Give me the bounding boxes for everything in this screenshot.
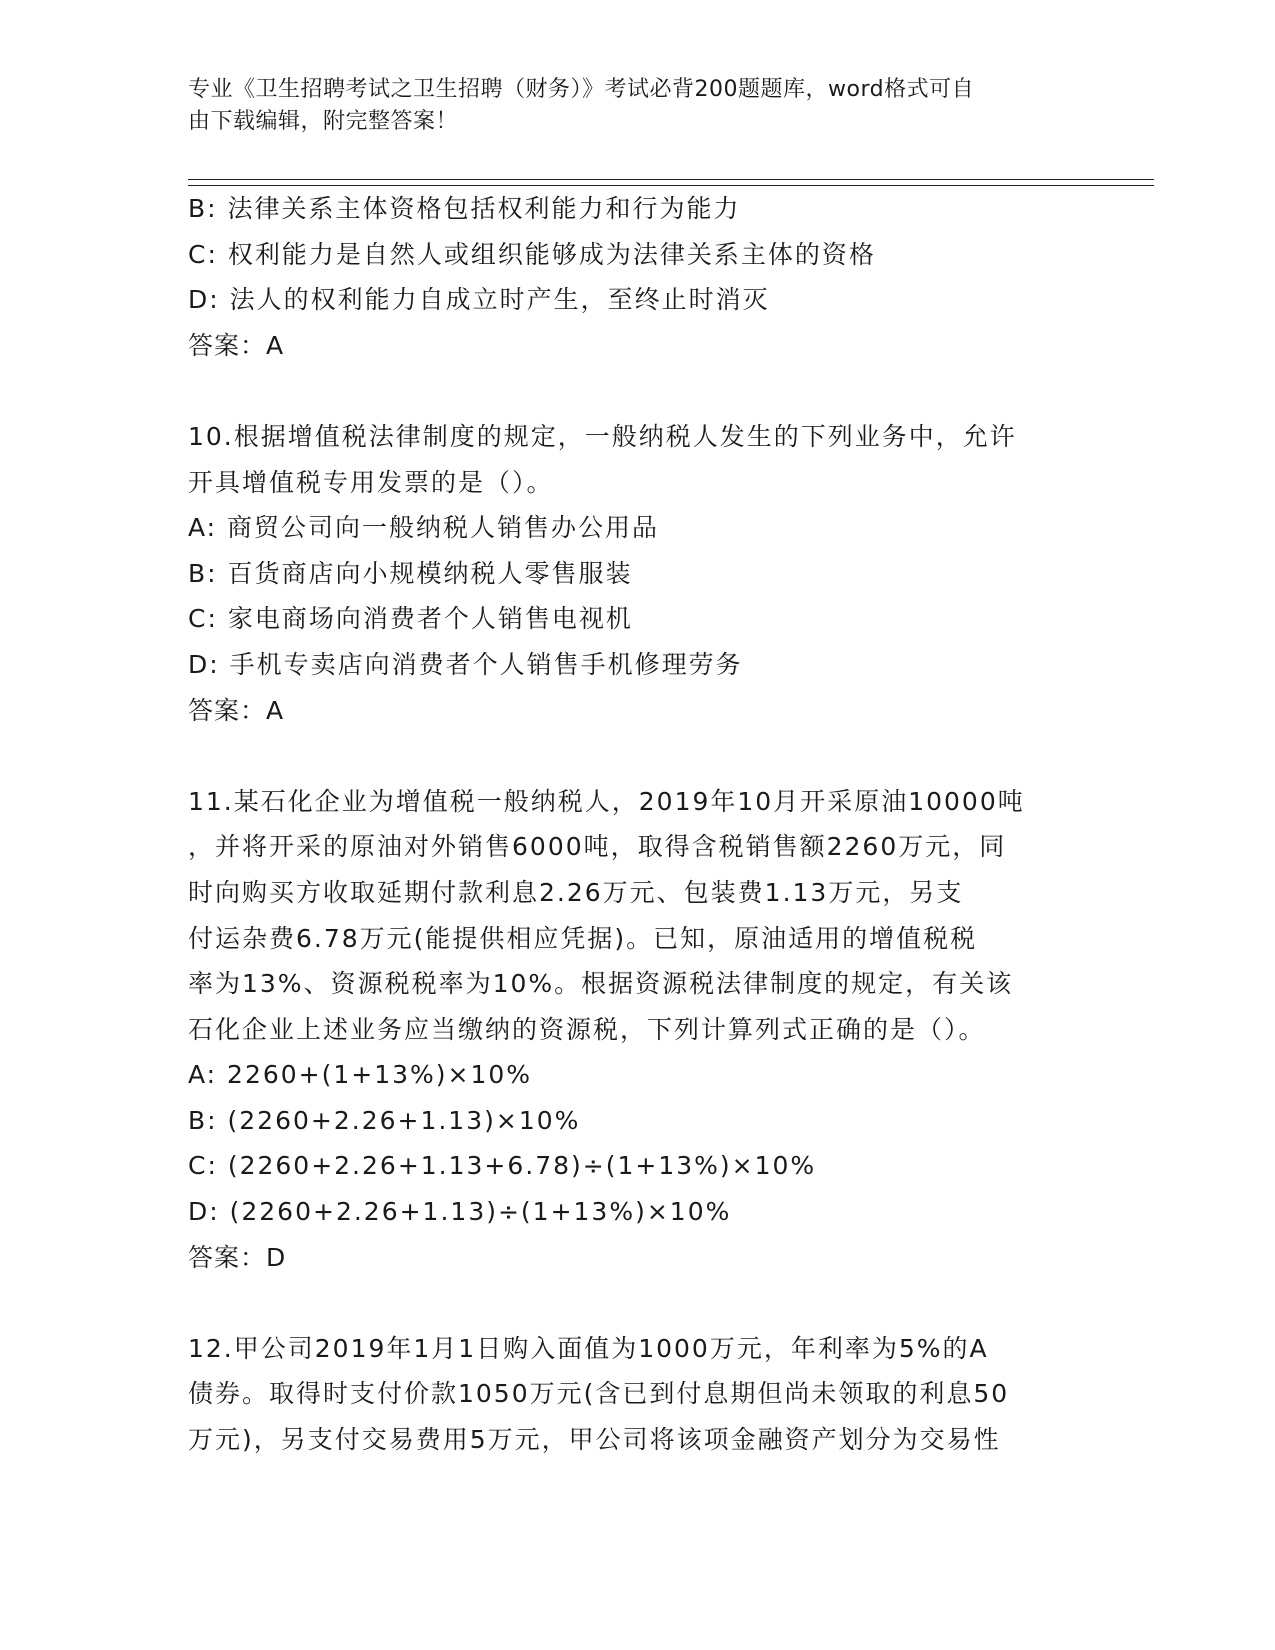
option-c: C: (2260+2.26+1.13+6.78)÷(1+13%)×10% bbox=[188, 1151, 817, 1181]
question-10 bbox=[188, 414, 1088, 733]
question-stem: ，并将开采的原油对外销售6000吨，取得含税销售额2260万元，同 bbox=[188, 832, 1007, 862]
question-12 bbox=[188, 1326, 1088, 1463]
question-stem: 10.根据增值税法律制度的规定，一般纳税人发生的下列业务中，允许 bbox=[188, 421, 1017, 451]
question-stem: 时向购买方收取延期付款利息2.26万元、包装费1.13万元，另支 bbox=[188, 877, 964, 907]
option-c: C: 家电商场向消费者个人销售电视机 bbox=[188, 604, 633, 634]
page-header bbox=[188, 74, 1068, 138]
question-stem: 12.甲公司2019年1月1日购入面值为1000万元，年利率为5%的A bbox=[188, 1333, 989, 1363]
answer-line: 答案：A bbox=[188, 695, 285, 725]
header-line: 专业《卫生招聘考试之卫生招聘（财务）》考试必背200题题库，word格式可自 bbox=[188, 77, 975, 102]
question-11 bbox=[188, 779, 1088, 1281]
answer-line: 答案：A bbox=[188, 330, 285, 360]
header-divider bbox=[188, 179, 1154, 186]
option-b: B: (2260+2.26+1.13)×10% bbox=[188, 1105, 581, 1135]
question-stem: 11.某石化企业为增值税一般纳税人，2019年10月开采原油10000吨 bbox=[188, 786, 1025, 816]
option-b: B: 法律关系主体资格包括权利能力和行为能力 bbox=[188, 194, 741, 223]
option-d: D: 法人的权利能力自成立时产生，至终止时消灭 bbox=[188, 285, 770, 315]
question-list bbox=[188, 186, 1088, 1463]
option-b: B: 百货商店向小规模纳税人零售服装 bbox=[188, 558, 633, 588]
question-stem: 万元)，另支付交易费用5万元，甲公司将该项金融资产划分为交易性 bbox=[188, 1425, 1001, 1455]
spacer bbox=[188, 1280, 1088, 1326]
option-d: D: (2260+2.26+1.13)÷(1+13%)×10% bbox=[188, 1197, 732, 1227]
answer-line: 答案：D bbox=[188, 1242, 287, 1272]
question-stem: 付运杂费6.78万元(能提供相应凭据)。已知，原油适用的增值税税 bbox=[188, 923, 978, 953]
spacer bbox=[188, 733, 1088, 779]
question-prev bbox=[188, 186, 1088, 368]
question-stem: 率为13%、资源税税率为10%。根据资源税法律制度的规定，有关该 bbox=[188, 969, 1014, 999]
question-stem: 开具增值税专用发票的是（）。 bbox=[188, 467, 554, 497]
option-a: A: 商贸公司向一般纳税人销售办公用品 bbox=[188, 513, 660, 543]
header-line: 由下载编辑，附完整答案！ bbox=[188, 109, 459, 134]
question-stem: 石化企业上述业务应当缴纳的资源税，下列计算列式正确的是（）。 bbox=[188, 1014, 986, 1044]
question-stem: 债券。取得时支付价款1050万元(含已到付息期但尚未领取的利息50 bbox=[188, 1379, 1010, 1409]
option-a: A: 2260+(1+13%)×10% bbox=[188, 1060, 533, 1090]
option-c: C: 权利能力是自然人或组织能够成为法律关系主体的资格 bbox=[188, 239, 876, 269]
option-d: D: 手机专卖店向消费者个人销售手机修理劳务 bbox=[188, 649, 743, 679]
spacer bbox=[188, 368, 1088, 414]
